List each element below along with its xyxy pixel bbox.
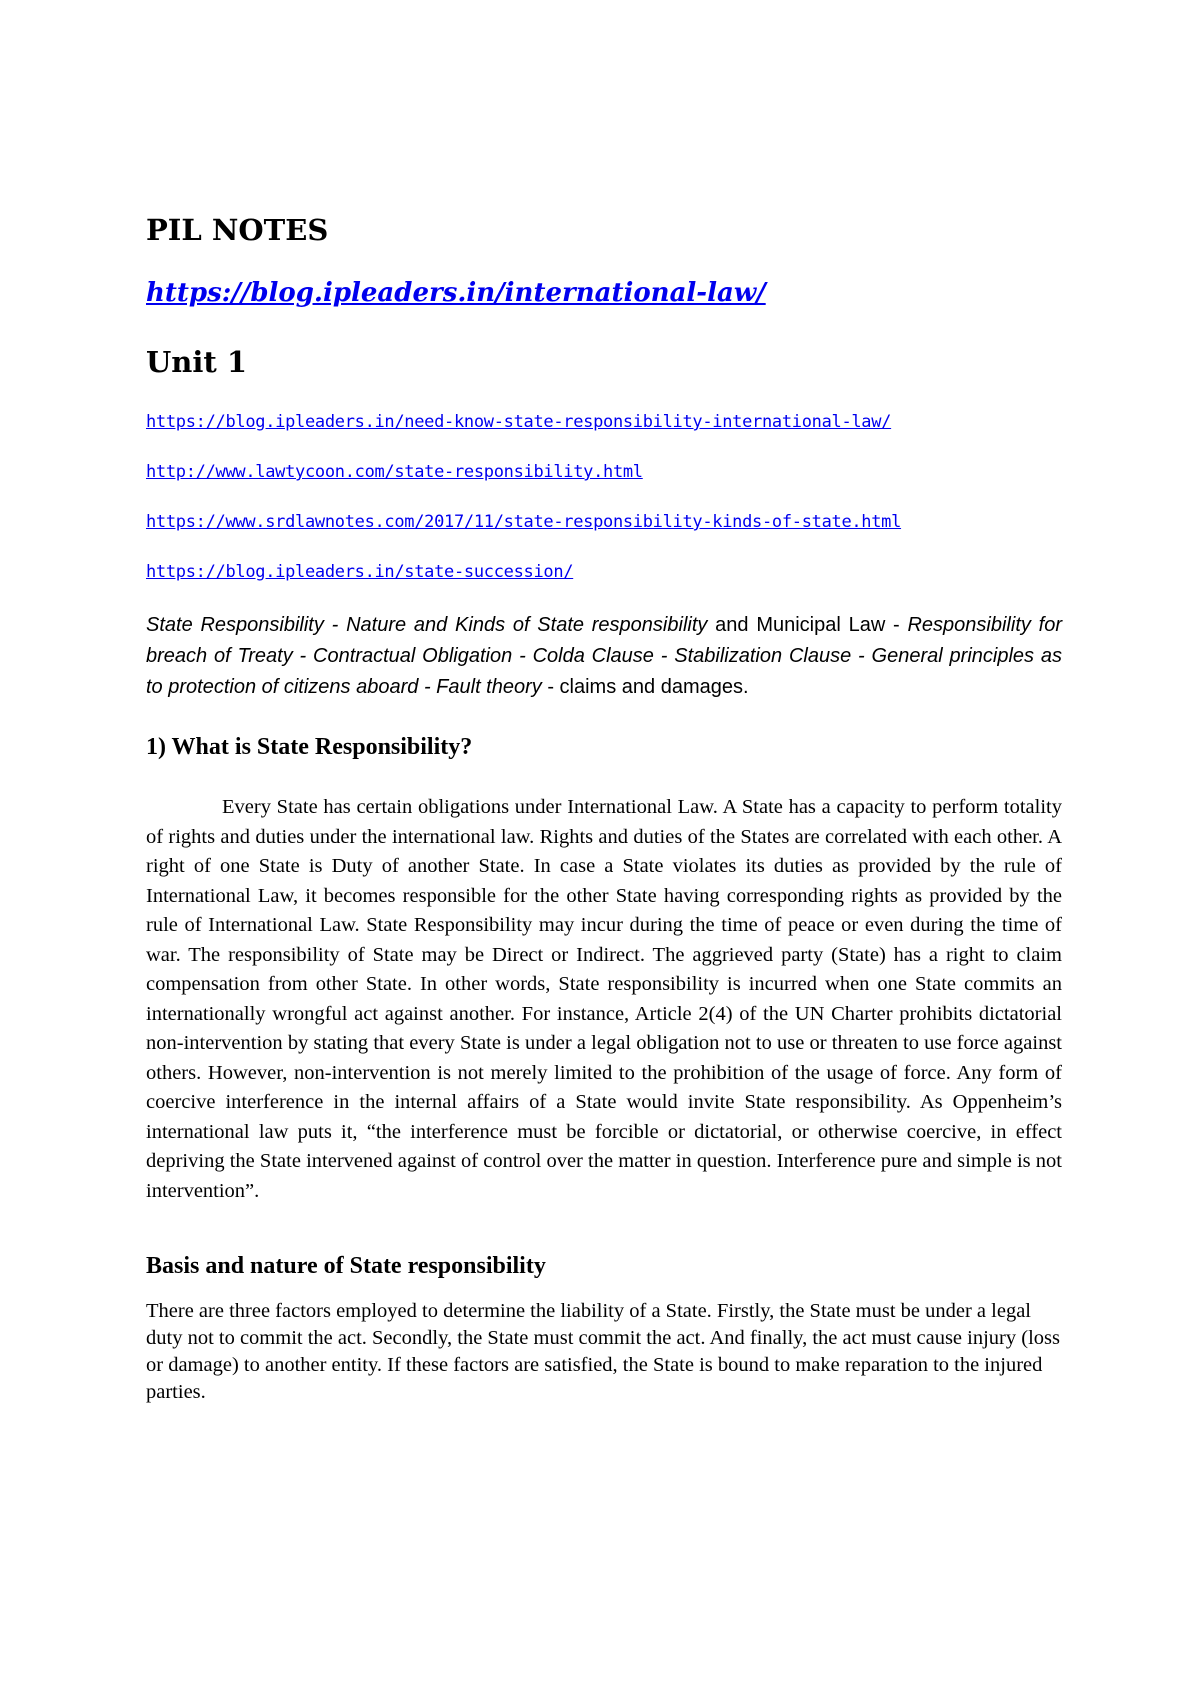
reference-link[interactable]: https://blog.ipleaders.in/state-succession/ — [146, 562, 574, 582]
reference-link[interactable]: https://blog.ipleaders.in/need-know-state-responsibility-international-law/ — [146, 412, 892, 432]
syllabus-italic-text: State Responsibility - Nature and Kinds of State responsibility — [146, 614, 708, 636]
main-reference-link[interactable]: https://blog.ipleaders.in/international-law/ — [146, 278, 766, 308]
document-content — [146, 212, 1062, 1406]
syllabus-text: and Municipal Law - — [707, 614, 908, 636]
section-heading: 1) What is State Responsibility? — [146, 734, 473, 760]
section-body-paragraph: Every State has certain obligations under International Law. A State has a capacity to perform totality of rights and duties under the international law. Rights and duties of the States are correlated with each other. A right of one State is Duty of another State. In case a State violates its duties as provided by the rule of International Law, it becomes responsible for the other State having corresponding rights as provided by the rule of International Law. State Responsibility may incur during the time of peace or even during the time of war. The responsibility of State may be Direct or Indirect. The aggrieved party (State) has a right to claim compensation from other State. In other words, State responsibility is incurred when one State commits an internationally wrongful act against another. For instance, Article 2(4) of the UN Charter prohibits dictatorial non-intervention by stating that every State is under a legal obligation not to use or threaten to use force against others. However, non-intervention is not merely limited to the prohibition of the usage of force. Any form of coercive interference in the internal affairs of a State would invite State responsibility. As Oppenheim’s international law puts it, “the interference must be forcible or dictatorial, or otherwise coercive, in effect depriving the State intervened against of control over the matter in question. Interference pure and simple is not intervention”. — [146, 796, 1062, 1202]
reference-links-list — [146, 410, 1062, 584]
document-title: PIL NOTES — [146, 213, 329, 247]
reference-link[interactable]: http://www.lawtycoon.com/state-responsibility.html — [146, 462, 643, 482]
syllabus-italic-text: Responsibility for breach of Treaty - Contractual Obligation - Colda Clause - Stabilization Clause - General principles as to protection of citizens aboard - Fault theory — [146, 614, 1062, 698]
section-heading: Basis and nature of State responsibility — [146, 1253, 546, 1279]
section-body-paragraph: There are three factors employed to determine the liability of a State. Firstly, the State must be under a legal duty not to commit the act. Secondly, the State must commit the act. And finally, the act must cause injury (loss or damage) to another entity. If these factors are satisfied, the State is bound to make reparation to the injured parties. — [146, 1300, 1060, 1403]
unit-title: Unit 1 — [146, 345, 248, 379]
syllabus-paragraph — [146, 610, 1062, 703]
reference-link[interactable]: https://www.srdlawnotes.com/2017/11/state-responsibility-kinds-of-state.html — [146, 512, 902, 532]
syllabus-text: - claims and damages. — [541, 676, 749, 698]
